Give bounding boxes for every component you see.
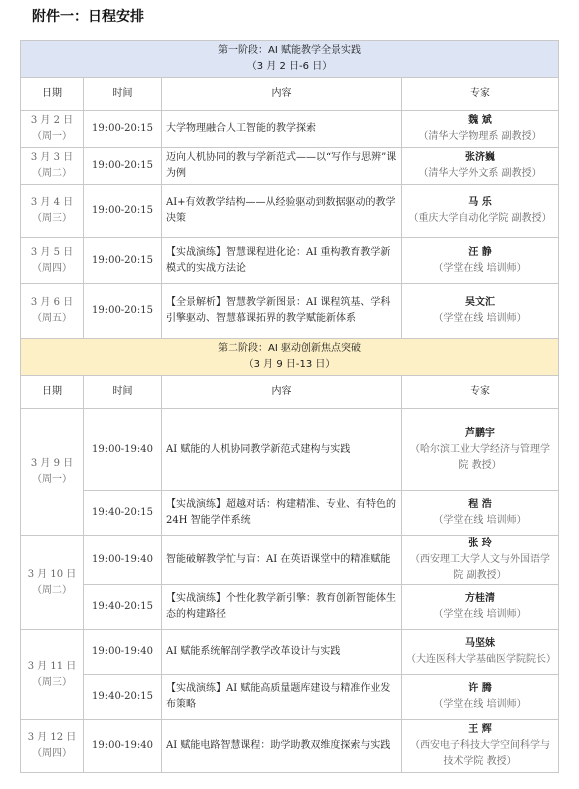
header-time: 时间 — [84, 376, 162, 409]
content-cell: 【实战演练】超越对话：构建精准、专业、有特色的 24H 智能学伴系统 — [162, 491, 402, 536]
expert-name: 许 腾 — [468, 683, 492, 694]
weekday-text: （周二） — [32, 584, 72, 596]
time-cell: 19:00-20:15 — [84, 185, 162, 238]
expert-name: 程 浩 — [468, 499, 492, 510]
time-cell: 19:00-20:15 — [84, 111, 162, 148]
date-text: 3 月 11 日 — [27, 660, 77, 672]
expert-cell — [402, 491, 559, 536]
expert-affiliation: （西安理工大学人文与外国语学院 副教授） — [410, 554, 551, 581]
date-text: 3 月 10 日 — [27, 568, 77, 580]
content-cell: 【实战演练】智慧课程进化论：AI 重构教育教学新模式的实战方法论 — [162, 238, 402, 284]
expert-affiliation: （清华大学外文系 副教授） — [418, 168, 542, 179]
schedule-table — [20, 40, 559, 773]
date-cell — [21, 630, 84, 720]
schedule-row — [21, 111, 559, 148]
date-cell — [21, 409, 84, 536]
phase-title: 第一阶段：AI 赋能教学全景实践 — [218, 45, 361, 56]
date-text: 3 月 12 日 — [27, 732, 77, 743]
header-row — [21, 376, 559, 409]
phase-cell — [21, 41, 559, 78]
expert-cell — [402, 630, 559, 675]
expert-cell — [402, 585, 559, 630]
phase-row — [21, 339, 559, 376]
date-text: 3 月 6 日 — [30, 297, 74, 308]
content-cell: 【实战演练】个性化教学新引擎：教育创新智能体生态的构建路径 — [162, 585, 402, 630]
time-cell: 19:00-19:40 — [84, 630, 162, 675]
schedule-row — [21, 148, 559, 185]
date-cell — [21, 238, 84, 284]
expert-cell — [402, 148, 559, 185]
page-title: 附件一：日程安排 — [32, 9, 144, 25]
content-cell: AI+有效教学结构——从经验驱动到数据驱动的教学决策 — [162, 185, 402, 238]
content-cell: AI 赋能电路智慧课程：助学助教双维度探索与实践 — [162, 720, 402, 773]
time-cell: 19:00-20:15 — [84, 148, 162, 185]
weekday-text: （周二） — [32, 168, 72, 179]
expert-name: 汪 静 — [468, 246, 492, 258]
date-cell — [21, 148, 84, 185]
expert-affiliation: （重庆大学自动化学院 副教授） — [408, 213, 552, 224]
expert-name: 魏 斌 — [468, 115, 492, 126]
schedule-row — [21, 284, 559, 339]
content-cell: 迈向人机协同的教与学新范式——以“写作与思辨”课为例 — [162, 148, 402, 185]
schedule-row — [21, 238, 559, 284]
schedule-row — [21, 536, 559, 585]
header-date: 日期 — [21, 376, 84, 409]
date-cell — [21, 536, 84, 630]
schedule-row — [21, 675, 559, 720]
header-expert: 专家 — [402, 376, 559, 409]
header-date: 日期 — [21, 78, 84, 111]
header-time: 时间 — [84, 78, 162, 111]
header-expert: 专家 — [402, 78, 559, 111]
expert-affiliation: （清华大学物理系 副教授） — [418, 131, 542, 142]
schedule-row — [21, 491, 559, 536]
phase-range: （3 月 9 日-13 日） — [243, 359, 336, 370]
date-text: 3 月 4 日 — [30, 197, 74, 208]
expert-name: 马 乐 — [468, 197, 492, 208]
expert-cell — [402, 111, 559, 148]
expert-affiliation: （西安电子科技大学空间科学与技术学院 教授） — [410, 740, 551, 767]
schedule-row — [21, 630, 559, 675]
time-cell: 19:40-20:15 — [84, 491, 162, 536]
time-cell: 19:00-19:40 — [84, 536, 162, 585]
expert-name: 吴文汇 — [465, 297, 496, 308]
time-cell: 19:00-20:15 — [84, 238, 162, 284]
schedule-row — [21, 585, 559, 630]
weekday-text: （周三） — [32, 213, 72, 224]
content-cell: AI 赋能的人机协同教学新范式建构与实践 — [162, 409, 402, 491]
expert-name: 王 辉 — [468, 724, 492, 735]
date-text: 3 月 3 日 — [30, 152, 74, 163]
date-text: 3 月 2 日 — [30, 115, 74, 126]
expert-name: 方桂清 — [465, 593, 496, 604]
header-content: 内容 — [162, 78, 402, 111]
content-cell: 【全景解析】智慧教学新图景：AI 课程筑基、学科引擎驱动、智慧慕课拓界的教学赋能新体系 — [162, 284, 402, 339]
content-cell: 【实战演练】AI 赋能高质量题库建设与精准作业发布策略 — [162, 675, 402, 720]
time-cell: 19:00-20:15 — [84, 284, 162, 339]
header-content: 内容 — [162, 376, 402, 409]
date-cell — [21, 720, 84, 773]
weekday-text: （周一） — [32, 131, 72, 142]
phase-range: （3 月 2 日-6 日） — [246, 61, 333, 72]
expert-affiliation: （学堂在线 培训师） — [433, 515, 527, 526]
time-cell: 19:00-19:40 — [84, 409, 162, 491]
expert-affiliation: （学堂在线 培训师） — [433, 699, 527, 710]
content-cell: AI 赋能系统解剖学教学改革设计与实践 — [162, 630, 402, 675]
expert-name: 张 玲 — [468, 538, 492, 549]
time-cell: 19:00-19:40 — [84, 720, 162, 773]
schedule-row — [21, 185, 559, 238]
expert-name: 马坚妹 — [465, 638, 496, 649]
date-cell — [21, 185, 84, 238]
schedule-row — [21, 720, 559, 773]
date-text: 3 月 5 日 — [30, 246, 74, 258]
expert-cell — [402, 720, 559, 773]
date-text: 3 月 9 日 — [30, 458, 74, 469]
expert-affiliation: （哈尔滨工业大学经济与管理学院 教授） — [410, 443, 551, 471]
schedule-row — [21, 409, 559, 491]
date-cell — [21, 284, 84, 339]
expert-cell — [402, 536, 559, 585]
expert-affiliation: （学堂在线 培训师） — [433, 262, 527, 274]
expert-name: 张济巍 — [465, 152, 496, 163]
date-cell — [21, 111, 84, 148]
content-cell: 智能破解教学忙与盲：AI 在英语课堂中的精准赋能 — [162, 536, 402, 585]
expert-affiliation: （学堂在线 培训师） — [433, 313, 527, 324]
expert-cell — [402, 284, 559, 339]
content-cell: 大学物理融合人工智能的教学探索 — [162, 111, 402, 148]
weekday-text: （周四） — [32, 748, 72, 759]
expert-cell — [402, 409, 559, 491]
phase-row — [21, 41, 559, 78]
weekday-text: （周三） — [32, 676, 72, 688]
expert-cell — [402, 675, 559, 720]
weekday-text: （周四） — [32, 262, 72, 274]
phase-title: 第二阶段：AI 驱动创新焦点突破 — [218, 343, 361, 354]
expert-affiliation: （学堂在线 培训师） — [433, 609, 527, 620]
phase-cell — [21, 339, 559, 376]
expert-affiliation: （大连医科大学基础医学院院长） — [406, 654, 556, 665]
weekday-text: （周一） — [32, 474, 72, 485]
expert-name: 芦鹏宇 — [465, 427, 496, 439]
expert-cell — [402, 238, 559, 284]
weekday-text: （周五） — [32, 313, 72, 324]
time-cell: 19:40-20:15 — [84, 675, 162, 720]
expert-cell — [402, 185, 559, 238]
time-cell: 19:40-20:15 — [84, 585, 162, 630]
header-row — [21, 78, 559, 111]
